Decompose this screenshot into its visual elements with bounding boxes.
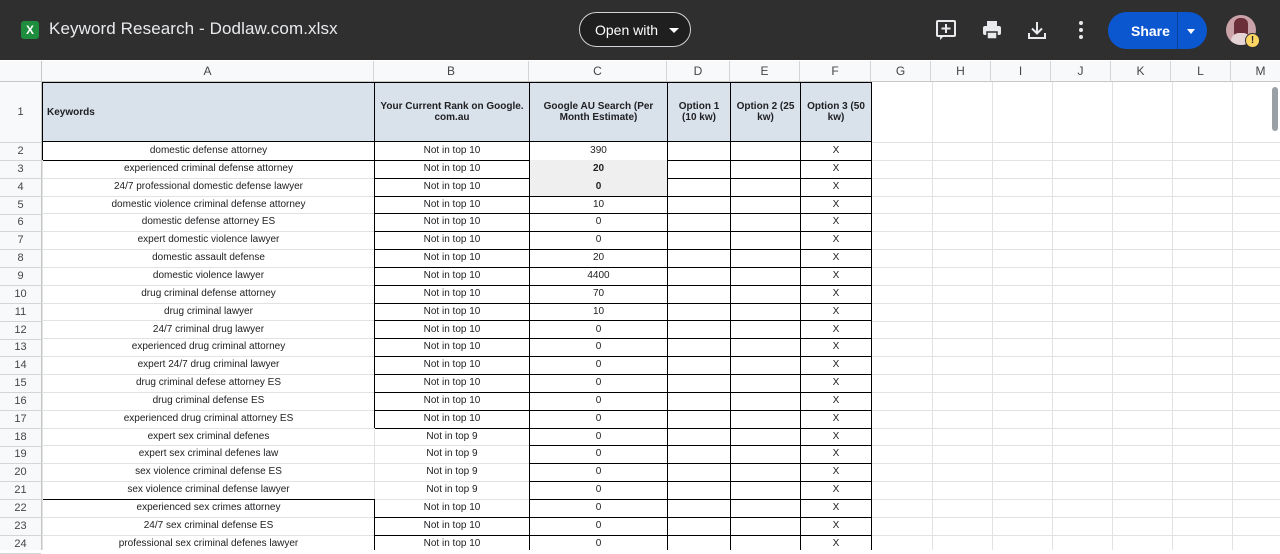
gridline <box>872 142 1280 143</box>
search-cell[interactable]: 0 <box>529 428 668 447</box>
option3-cell[interactable]: X <box>800 535 872 550</box>
gridline <box>1052 82 1053 550</box>
column-header-f[interactable]: F <box>800 61 871 81</box>
option1-cell[interactable] <box>667 178 731 197</box>
keyword-cell[interactable]: drug criminal lawyer <box>42 303 375 322</box>
open-with-button[interactable] <box>579 12 691 47</box>
option3-cell[interactable]: X <box>800 160 872 179</box>
gridline <box>872 410 1280 411</box>
header-search-text: Google AU Search (Per Month Estimate) <box>543 101 654 123</box>
spreadsheet-grid[interactable] <box>42 82 1280 550</box>
row-header[interactable]: 10 <box>0 286 41 304</box>
keyword-cell[interactable]: expert domestic violence lawyer <box>42 231 375 250</box>
keyword-cell[interactable]: experienced drug criminal attorney <box>42 338 375 357</box>
rank-cell[interactable]: Not in top 9 <box>374 445 530 464</box>
option3-cell[interactable]: X <box>800 392 872 411</box>
gridline <box>872 374 1280 375</box>
search-cell[interactable]: 0 <box>529 410 668 429</box>
header-cell-rank[interactable] <box>374 82 530 142</box>
option3-cell[interactable]: X <box>800 410 872 429</box>
vertical-scrollbar[interactable] <box>1272 87 1278 131</box>
option2-cell[interactable] <box>730 445 801 464</box>
more-vert-icon[interactable] <box>1070 19 1092 41</box>
search-cell[interactable]: 20 <box>529 160 668 179</box>
download-icon[interactable] <box>1026 19 1048 41</box>
column-header-l[interactable]: L <box>1171 61 1231 81</box>
option1-cell[interactable] <box>667 374 731 393</box>
row-header[interactable]: 4 <box>0 179 41 197</box>
gridline <box>872 267 1280 268</box>
option1-cell[interactable] <box>667 213 731 232</box>
option1-cell[interactable] <box>667 249 731 268</box>
search-cell[interactable]: 0 <box>529 178 668 197</box>
option3-cell[interactable]: X <box>800 303 872 322</box>
rank-cell[interactable]: Not in top 10 <box>374 142 530 161</box>
rank-cell[interactable]: Not in top 9 <box>374 428 530 447</box>
rank-cell[interactable]: Not in top 10 <box>374 374 530 393</box>
option1-cell[interactable] <box>667 196 731 215</box>
keyword-cell[interactable]: domestic violence lawyer <box>42 267 375 286</box>
option2-cell[interactable] <box>730 356 801 375</box>
rank-cell[interactable]: Not in top 10 <box>374 178 530 197</box>
row-header[interactable]: 17 <box>0 411 41 429</box>
select-all-corner[interactable] <box>0 61 42 81</box>
search-cell[interactable]: 0 <box>529 231 668 250</box>
option1-cell[interactable] <box>667 481 731 500</box>
rank-cell[interactable]: Not in top 10 <box>374 196 530 215</box>
gridline <box>872 285 1280 286</box>
gridline <box>872 463 1280 464</box>
header-option3-text: Option 3 (50 kw) <box>807 101 865 123</box>
option1-cell[interactable] <box>667 445 731 464</box>
search-cell[interactable]: 0 <box>529 321 668 340</box>
header-cell-keywords[interactable] <box>42 82 375 142</box>
column-header-m[interactable]: M <box>1231 61 1280 81</box>
rank-cell[interactable]: Not in top 10 <box>374 517 530 536</box>
print-icon[interactable] <box>981 19 1003 41</box>
search-cell[interactable]: 70 <box>529 285 668 304</box>
option2-cell[interactable] <box>730 178 801 197</box>
row-header[interactable]: 23 <box>0 518 41 536</box>
column-header-h[interactable]: H <box>931 61 991 81</box>
option3-cell[interactable]: X <box>800 445 872 464</box>
gridline <box>872 445 1280 446</box>
option3-cell[interactable]: X <box>800 499 872 518</box>
option2-cell[interactable] <box>730 231 801 250</box>
header-cell-option3[interactable] <box>800 82 872 142</box>
search-cell[interactable]: 0 <box>529 463 668 482</box>
column-header-e[interactable]: E <box>730 61 800 81</box>
search-cell[interactable]: 0 <box>529 392 668 411</box>
column-header-b[interactable]: B <box>374 61 529 81</box>
gridline <box>872 231 1280 232</box>
option2-cell[interactable] <box>730 499 801 518</box>
excel-file-icon: X <box>21 21 39 39</box>
row-headers <box>0 82 42 550</box>
option1-cell[interactable] <box>667 463 731 482</box>
option2-cell[interactable] <box>730 160 801 179</box>
row-header[interactable]: 24 <box>0 536 41 554</box>
option2-cell[interactable] <box>730 517 801 536</box>
column-header-j[interactable]: J <box>1051 61 1111 81</box>
warning-icon: ! <box>1245 33 1260 48</box>
option1-cell[interactable] <box>667 231 731 250</box>
keyword-cell[interactable]: experienced drug criminal attorney ES <box>42 410 375 429</box>
option1-cell[interactable] <box>667 142 731 161</box>
row-header[interactable]: 6 <box>0 214 41 232</box>
search-cell[interactable]: 0 <box>529 499 668 518</box>
option3-cell[interactable]: X <box>800 428 872 447</box>
header-cell-option1[interactable] <box>667 82 731 142</box>
column-header-g[interactable]: G <box>871 61 931 81</box>
option2-cell[interactable] <box>730 410 801 429</box>
option1-cell[interactable] <box>667 392 731 411</box>
search-cell[interactable]: 0 <box>529 445 668 464</box>
row-header[interactable]: 2 <box>0 143 41 161</box>
search-cell[interactable]: 20 <box>529 249 668 268</box>
option2-cell[interactable] <box>730 213 801 232</box>
option2-cell[interactable] <box>730 267 801 286</box>
search-cell[interactable]: 0 <box>529 356 668 375</box>
gridline <box>872 303 1280 304</box>
gridline <box>872 160 1280 161</box>
row-header[interactable]: 5 <box>0 197 41 215</box>
option3-cell[interactable]: X <box>800 285 872 304</box>
gridline <box>872 535 1280 536</box>
option1-cell[interactable] <box>667 267 731 286</box>
option3-cell[interactable]: X <box>800 142 872 161</box>
search-cell[interactable]: 0 <box>529 535 668 550</box>
option1-cell[interactable] <box>667 499 731 518</box>
option2-cell[interactable] <box>730 392 801 411</box>
keyword-cell[interactable]: 24/7 criminal drug lawyer <box>42 321 375 340</box>
keyword-cell[interactable]: drug criminal defense attorney <box>42 285 375 304</box>
column-header-k[interactable]: K <box>1111 61 1171 81</box>
rank-cell[interactable]: Not in top 10 <box>374 285 530 304</box>
option3-cell[interactable]: X <box>800 374 872 393</box>
rank-cell[interactable]: Not in top 10 <box>374 267 530 286</box>
option2-cell[interactable] <box>730 428 801 447</box>
keyword-cell[interactable]: sex violence criminal defense ES <box>42 463 375 482</box>
gridline <box>992 82 993 550</box>
row-header[interactable]: 12 <box>0 322 41 340</box>
column-header-d[interactable]: D <box>667 61 730 81</box>
option2-cell[interactable] <box>730 303 801 322</box>
keyword-cell[interactable]: expert sex criminal defenes law <box>42 445 375 464</box>
gridline <box>872 517 1280 518</box>
column-header-i[interactable]: I <box>991 61 1051 81</box>
option3-cell[interactable]: X <box>800 356 872 375</box>
option2-cell[interactable] <box>730 535 801 550</box>
share-divider <box>1177 12 1178 49</box>
keyword-cell[interactable]: domestic defense attorney <box>42 142 375 161</box>
share-dropdown-chevron-icon[interactable] <box>1187 29 1195 34</box>
row-header[interactable]: 22 <box>0 500 41 518</box>
rank-cell[interactable]: Not in top 10 <box>374 160 530 179</box>
gridline <box>872 481 1280 482</box>
option3-cell[interactable]: X <box>800 231 872 250</box>
gridline <box>872 499 1280 500</box>
option3-cell[interactable]: X <box>800 178 872 197</box>
add-comment-icon[interactable] <box>935 19 957 41</box>
option1-cell[interactable] <box>667 535 731 550</box>
gridline <box>872 356 1280 357</box>
row-header[interactable]: 1 <box>0 82 41 143</box>
rank-cell[interactable]: Not in top 10 <box>374 338 530 357</box>
option2-cell[interactable] <box>730 249 801 268</box>
column-headers <box>0 61 1280 82</box>
header-option2-text: Option 2 (25 kw) <box>736 101 795 123</box>
rank-cell[interactable]: Not in top 10 <box>374 410 530 429</box>
header-cell-search[interactable] <box>529 82 668 142</box>
option1-cell[interactable] <box>667 321 731 340</box>
gridline <box>1112 82 1113 550</box>
keyword-cell[interactable]: 24/7 sex criminal defense ES <box>42 517 375 536</box>
share-label: Share <box>1131 23 1170 39</box>
row-header[interactable]: 16 <box>0 393 41 411</box>
option3-cell[interactable]: X <box>800 321 872 340</box>
top-bar <box>0 0 1280 60</box>
option3-cell[interactable]: X <box>800 196 872 215</box>
option1-cell[interactable] <box>667 285 731 304</box>
option2-cell[interactable] <box>730 374 801 393</box>
option3-cell[interactable]: X <box>800 249 872 268</box>
rank-cell[interactable]: Not in top 9 <box>374 463 530 482</box>
rank-cell[interactable]: Not in top 9 <box>374 481 530 500</box>
gridline <box>872 178 1280 179</box>
search-cell[interactable]: 10 <box>529 303 668 322</box>
option1-cell[interactable] <box>667 338 731 357</box>
keyword-cell[interactable]: experienced criminal defense attorney <box>42 160 375 179</box>
keyword-cell[interactable]: domestic defense attorney ES <box>42 213 375 232</box>
keyword-cell[interactable]: drug criminal defense ES <box>42 392 375 411</box>
option3-cell[interactable]: X <box>800 463 872 482</box>
document-title: Keyword Research - Dodlaw.com.xlsx <box>49 19 338 38</box>
option2-cell[interactable] <box>730 321 801 340</box>
gridline <box>872 321 1280 322</box>
option1-cell[interactable] <box>667 410 731 429</box>
search-cell[interactable]: 0 <box>529 481 668 500</box>
gridline <box>932 82 933 550</box>
header-option1-text: Option 1 (10 kw) <box>678 101 720 123</box>
open-with-label: Open with <box>595 22 659 38</box>
search-cell[interactable]: 0 <box>529 338 668 357</box>
keyword-cell[interactable]: expert 24/7 drug criminal lawyer <box>42 356 375 375</box>
search-cell[interactable]: 10 <box>529 196 668 215</box>
gridline <box>872 428 1280 429</box>
gridline <box>872 338 1280 339</box>
rank-cell[interactable]: Not in top 10 <box>374 213 530 232</box>
row-header[interactable]: 18 <box>0 429 41 447</box>
option2-cell[interactable] <box>730 338 801 357</box>
search-cell[interactable]: 4400 <box>529 267 668 286</box>
rank-cell[interactable]: Not in top 10 <box>374 356 530 375</box>
search-cell[interactable]: 0 <box>529 374 668 393</box>
option3-cell[interactable]: X <box>800 517 872 536</box>
rank-cell[interactable]: Not in top 10 <box>374 535 530 550</box>
rank-cell[interactable]: Not in top 10 <box>374 392 530 411</box>
header-cell-option2[interactable] <box>730 82 801 142</box>
row-header[interactable]: 3 <box>0 161 41 179</box>
keyword-cell[interactable]: domestic violence criminal defense attorney <box>42 196 375 215</box>
option3-cell[interactable]: X <box>800 213 872 232</box>
search-cell[interactable]: 0 <box>529 517 668 536</box>
option1-cell[interactable] <box>667 356 731 375</box>
keyword-cell[interactable]: professional sex criminal defenes lawyer <box>42 535 375 550</box>
option2-cell[interactable] <box>730 481 801 500</box>
option1-cell[interactable] <box>667 517 731 536</box>
row-header[interactable]: 14 <box>0 357 41 375</box>
row-header[interactable]: 8 <box>0 250 41 268</box>
gridline <box>872 196 1280 197</box>
gridline <box>1232 82 1233 550</box>
option3-cell[interactable]: X <box>800 481 872 500</box>
rank-cell[interactable]: Not in top 10 <box>374 499 530 518</box>
search-cell[interactable]: 0 <box>529 213 668 232</box>
option3-cell[interactable]: X <box>800 338 872 357</box>
header-rank-text: Your Current Rank on Google. com.au <box>380 101 524 123</box>
option2-cell[interactable] <box>730 463 801 482</box>
option2-cell[interactable] <box>730 285 801 304</box>
rank-cell[interactable]: Not in top 10 <box>374 303 530 322</box>
option1-cell[interactable] <box>667 303 731 322</box>
gridline <box>872 392 1280 393</box>
search-cell[interactable]: 390 <box>529 142 668 161</box>
keyword-cell[interactable]: sex violence criminal defense lawyer <box>42 481 375 500</box>
rank-cell[interactable]: Not in top 10 <box>374 249 530 268</box>
row-header[interactable]: 9 <box>0 268 41 286</box>
row-header[interactable]: 19 <box>0 446 41 464</box>
header-keywords-text: Keywords <box>47 106 95 118</box>
gridline <box>872 213 1280 214</box>
row-header[interactable]: 13 <box>0 339 41 357</box>
keyword-cell[interactable]: experienced sex crimes attorney <box>42 499 375 518</box>
option1-cell[interactable] <box>667 160 731 179</box>
keyword-cell[interactable]: drug criminal defese attorney ES <box>42 374 375 393</box>
chevron-down-icon <box>669 28 679 33</box>
option2-cell[interactable] <box>730 196 801 215</box>
column-header-a[interactable]: A <box>42 61 374 81</box>
row-header[interactable]: 7 <box>0 232 41 250</box>
column-header-c[interactable]: C <box>529 61 667 81</box>
keyword-cell[interactable]: expert sex criminal defenes <box>42 428 375 447</box>
row-header[interactable]: 21 <box>0 482 41 500</box>
keyword-cell[interactable]: 24/7 professional domestic defense lawyer <box>42 178 375 197</box>
gridline <box>872 249 1280 250</box>
row-header[interactable]: 20 <box>0 464 41 482</box>
rank-cell[interactable]: Not in top 10 <box>374 321 530 340</box>
row-header[interactable]: 11 <box>0 304 41 322</box>
keyword-cell[interactable]: domestic assault defense <box>42 249 375 268</box>
rank-cell[interactable]: Not in top 10 <box>374 231 530 250</box>
row-header[interactable]: 15 <box>0 375 41 393</box>
gridline <box>1172 82 1173 550</box>
share-button[interactable] <box>1108 12 1207 49</box>
option3-cell[interactable]: X <box>800 267 872 286</box>
option1-cell[interactable] <box>667 428 731 447</box>
option2-cell[interactable] <box>730 142 801 161</box>
